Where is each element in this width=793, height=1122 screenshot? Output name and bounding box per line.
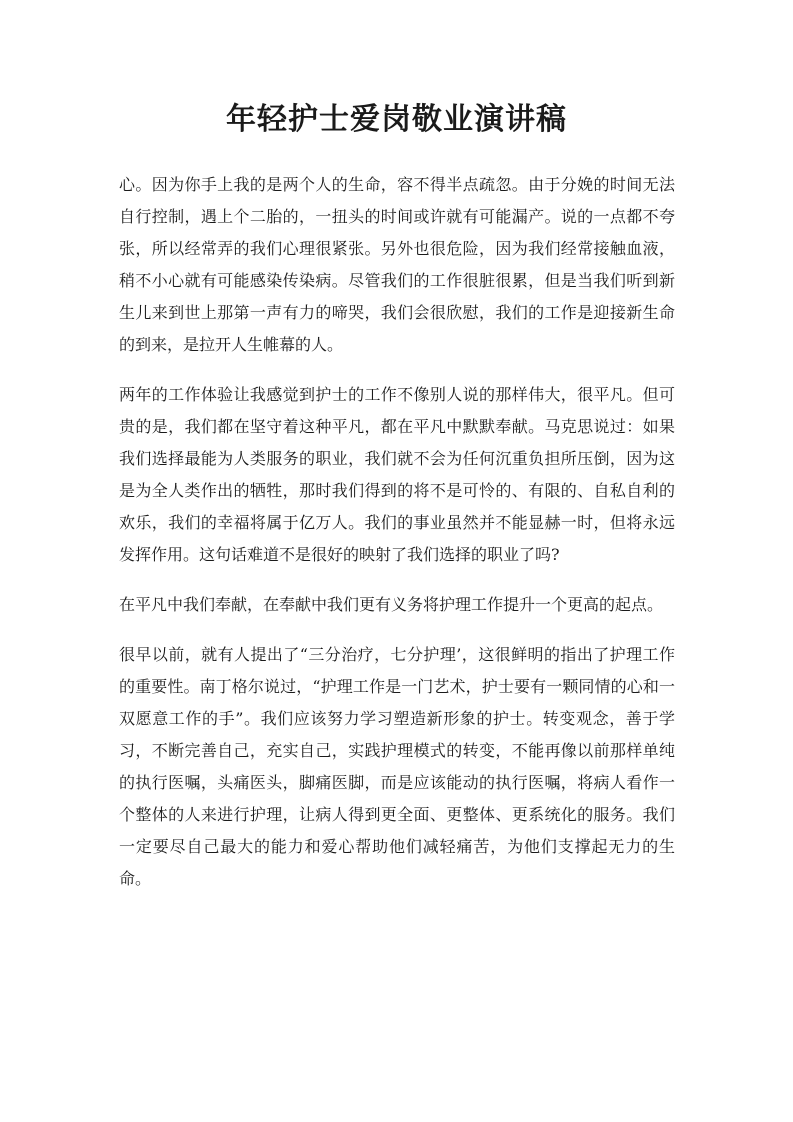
document-body: [119, 169, 675, 913]
paragraph-3: 在平凡中我们奉献，在奉献中我们更有义务将护理工作提升一个更高的起点。: [119, 595, 664, 614]
paragraph-4: 很早以前，就有人提出了“三分治疗，七分护理’，这很鲜明的指出了护理工作的重要性。南丁格尔说过，“护理工作是一门艺术，护士要有一颗同情的心和一双愿意工作的手”。我们应该努力学习塑造新形象的护士。转变观念，善于学习，不断完善自己，充实自己，实践护理模式的转变，不能再像以前那样单纯的执行医嘱，头痛医头，脚痛医脚，而是应该能动的执行医嘱，将病人看作一个整体的人来进行护理，让病人得到更全面、更整体、更系统化的服务。我们一定要尽自己最大的能力和爱心帮助他们减轻痛苦，为他们支撑起无力的生命。: [119, 645, 675, 888]
document-title: 年轻护士爱岗敬业演讲稿: [226, 102, 567, 137]
paragraph-1: 心。因为你手上我的是两个人的生命，容不得半点疏忽。由于分娩的时间无法自行控制，遇上个二胎的，一扭头的时间或许就有可能漏产。说的一点都不夸张，所以经常弄的我们心理很紧张。另外也很危险，因为我们经常接触血液，稍不小心就有可能感染传染病。尽管我们的工作很脏很累，但是当我们听到新生儿来到世上那第一声有力的啼哭，我们会很欣慰，我们的工作是迎接新生命的到来，是拉开人生帷幕的人。: [119, 175, 675, 354]
paragraph-2: 两年的工作体验让我感觉到护士的工作不像别人说的那样伟大，很平凡。但可贵的是，我们都在坚守着这种平凡，都在平凡中默默奉献。马克思说过：如果我们选择最能为人类服务的职业，我们就不会为任何沉重负担所压倒，因为这是为全人类作出的牺牲，那时我们得到的将不是可怜的、有限的、自私自利的欢乐，我们的幸福将属于亿万人。我们的事业虽然并不能显赫一时，但将永远发挥作用。这句话难道不是很好的映射了我们选择的职业了吗?: [119, 385, 675, 564]
